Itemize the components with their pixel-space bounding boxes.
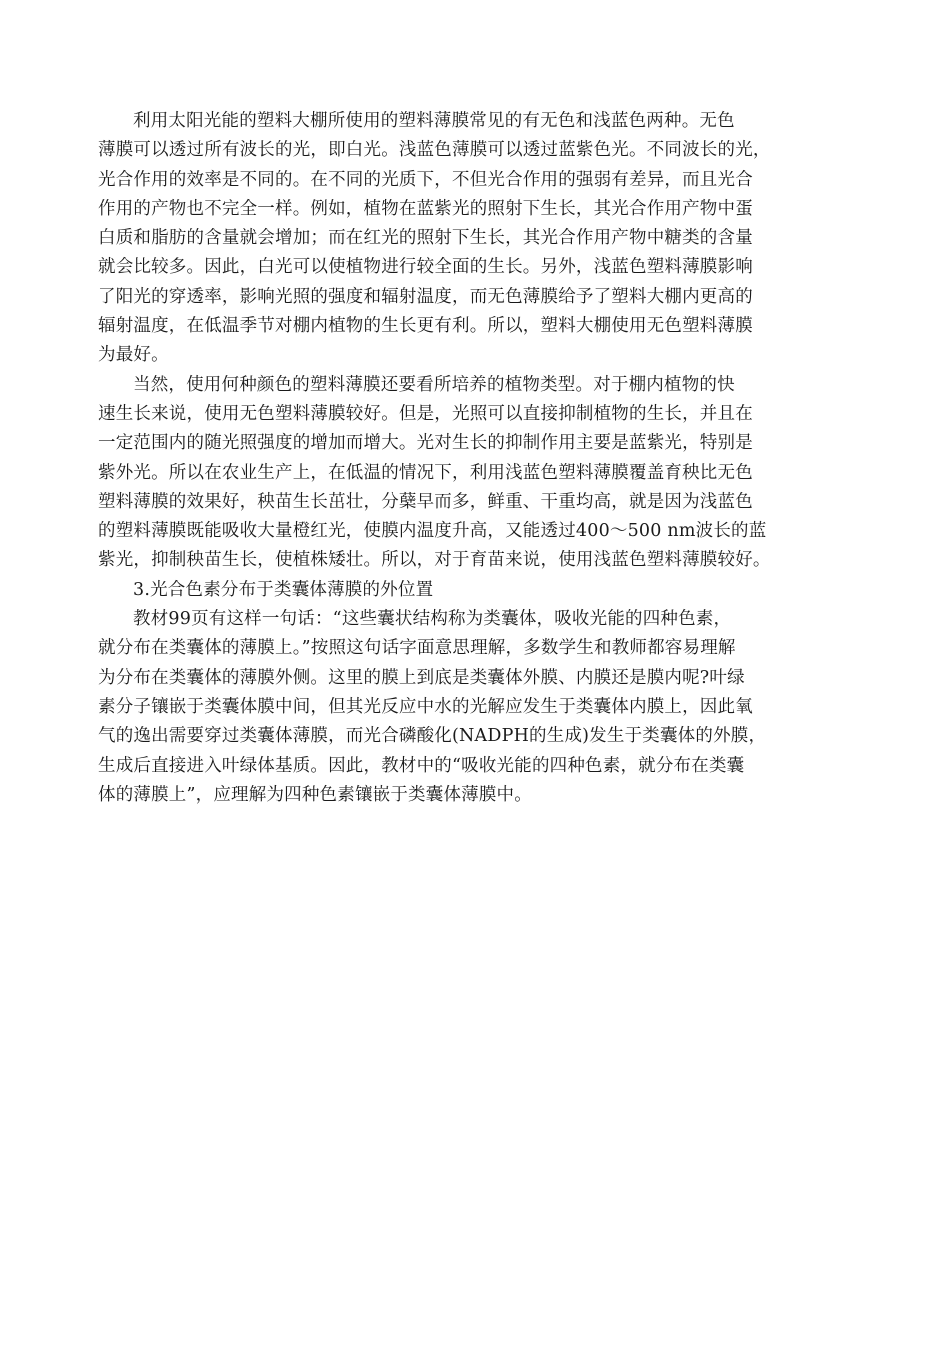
text-line: 体的薄膜上”，应理解为四种色素镶嵌于类囊体薄膜中。: [98, 784, 532, 805]
text-line: 生成后直接进入叶绿体基质。因此，教材中的“吸收光能的四种色素，就分布在类囊: [98, 755, 745, 776]
paragraph-plastic-film-color: [98, 107, 850, 371]
text-line: 就会比较多。因此，白光可以使植物进行较全面的生长。另外，浅蓝色塑料薄膜影响: [98, 257, 753, 278]
text-line: 气的逸出需要穿过类囊体薄膜，而光合磷酸化(NADPH的生成)发生于类囊体的外膜，: [98, 726, 767, 747]
section-heading: [98, 576, 850, 605]
paragraph-seedling-film: [98, 371, 850, 576]
text-line: 为最好。: [98, 345, 169, 366]
text-line: 为分布在类囊体的薄膜外侧。这里的膜上到底是类囊体外膜、内膜还是膜内呢?叶绿: [98, 667, 745, 688]
heading-text: 3.光合色素分布于类囊体薄膜的外位置: [133, 579, 434, 600]
text-line: 教材99页有这样一句话：“这些囊状结构称为类囊体，吸收光能的四种色素，: [133, 609, 732, 630]
text-line: 利用太阳光能的塑料大棚所使用的塑料薄膜常见的有无色和浅蓝色两种。无色: [133, 111, 735, 131]
text-line: 紫光，抑制秧苗生长，使植株矮壮。所以，对于育苗来说，使用浅蓝色塑料薄膜较好。: [98, 550, 771, 571]
text-line: 当然，使用何种颜色的塑料薄膜还要看所培养的植物类型。对于棚内植物的快: [133, 374, 735, 395]
text-line: 辐射温度，在低温季节对棚内植物的生长更有利。所以，塑料大棚使用无色塑料薄膜: [98, 316, 753, 337]
document-body: [98, 107, 850, 810]
text-line: 薄膜可以透过所有波长的光，即白光。浅蓝色薄膜可以透过蓝紫色光。不同波长的光，: [98, 140, 771, 161]
text-line: 的塑料薄膜既能吸收大量橙红光，使膜内温度升高，又能透过400～500 nm波长的蓝: [98, 521, 767, 542]
text-line: 塑料薄膜的效果好，秧苗生长茁壮，分蘖早而多，鲜重、干重均高，就是因为浅蓝色: [98, 491, 753, 512]
text-line: 光合作用的效率是不同的。在不同的光质下，不但光合作用的强弱有差异，而且光合: [98, 169, 753, 190]
text-line: 紫外光。所以在农业生产上，在低温的情况下，利用浅蓝色塑料薄膜覆盖育秧比无色: [98, 462, 753, 483]
text-line: 速生长来说，使用无色塑料薄膜较好。但是，光照可以直接抑制植物的生长，并且在: [98, 403, 753, 424]
paragraph-pigment-location: [98, 605, 850, 810]
text-line: 作用的产物也不完全一样。例如，植物在蓝紫光的照射下生长，其光合作用产物中蛋: [98, 198, 753, 219]
text-line: 素分子镶嵌于类囊体膜中间，但其光反应中水的光解应发生于类囊体内膜上，因此氧: [98, 696, 753, 717]
text-line: 了阳光的穿透率，影响光照的强度和辐射温度，而无色薄膜给予了塑料大棚内更高的: [98, 286, 753, 307]
text-line: 一定范围内的随光照强度的增加而增大。光对生长的抑制作用主要是蓝紫光，特别是: [98, 433, 753, 454]
text-line: 就分布在类囊体的薄膜上。”按照这句话字面意思理解，多数学生和教师都容易理解: [98, 638, 736, 659]
text-line: 白质和脂肪的含量就会增加；而在红光的照射下生长，其光合作用产物中糖类的含量: [98, 228, 753, 249]
